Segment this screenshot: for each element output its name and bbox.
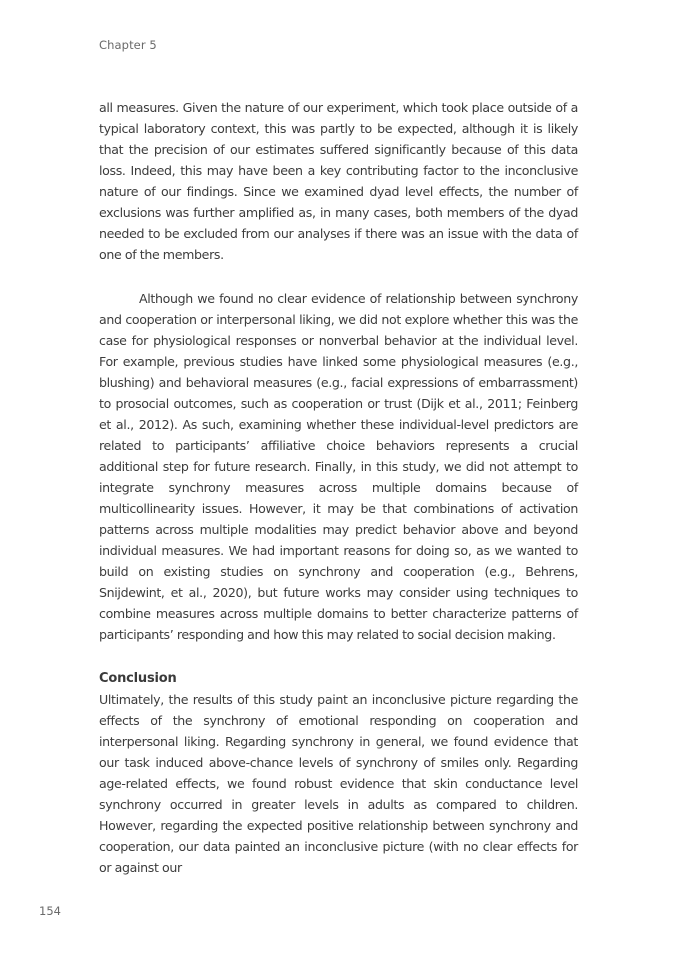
body-paragraph-2: Although we found no clear evidence of relationship between synchrony and cooperation or interpersonal liking, we did not explore whether this was the case for physiological responses or nonverbal behavior at the individual level. For example, previous studies have linked some physiological measures (e.g., blushing) and behavioral measures (e.g., facial expressions of embarrassment) to prosocial outcomes, such as cooperation or trust (Dijk et al., 2011; Feinberg et al., 2012). As such, examining whether these individual-level predictors are related to participants’ affiliative choice behaviors represents a crucial additional step for future research. Finally, in this study, we did not attempt to integrate synchrony measures across multiple domains because of multicollinearity issues. However, it may be that combinations of activation patterns across multiple modalities may predict behavior above and beyond individual measures. We had important reasons for doing so, as we wanted to build on existing studies on synchrony and cooperation (e.g., Behrens, Snijdewint, et al., 2020), but future works may consider using techniques to combine measures across multiple domains to better characterize patterns of participants’ responding and how this may related to social decision making. bbox=[99, 291, 578, 642]
body-paragraph-3: Ultimately, the results of this study paint an inconclusive picture regarding the effects of the synchrony of emotional responding on cooperation and interpersonal liking. Regarding synchrony in general, we found evidence that our task induced above-chance levels of synchrony of smiles only. Regarding age-related effects, we found robust evidence that skin conductance level synchrony occurred in greater levels in adults as compared to children. However, regarding the expected positive relationship between synchrony and cooperation, our data painted an inconclusive picture (with no clear effects for or against our bbox=[99, 692, 578, 875]
running-head-chapter: Chapter 5 bbox=[99, 38, 157, 52]
body-paragraph-1: all measures. Given the nature of our experiment, which took place outside of a typical laboratory context, this was partly to be expected, although it is likely that the precision of our estimates suffered significantly because of this data loss. Indeed, this may have been a key contributing factor to the inconclusive nature of our findings. Since we examined dyad level effects, the number of exclusions was further amplified as, in many cases, both members of the dyad needed to be excluded from our analyses if there was an issue with the data of one of the members. bbox=[99, 100, 578, 262]
page-number: 154 bbox=[39, 904, 61, 918]
section-heading-conclusion: Conclusion bbox=[99, 671, 177, 686]
